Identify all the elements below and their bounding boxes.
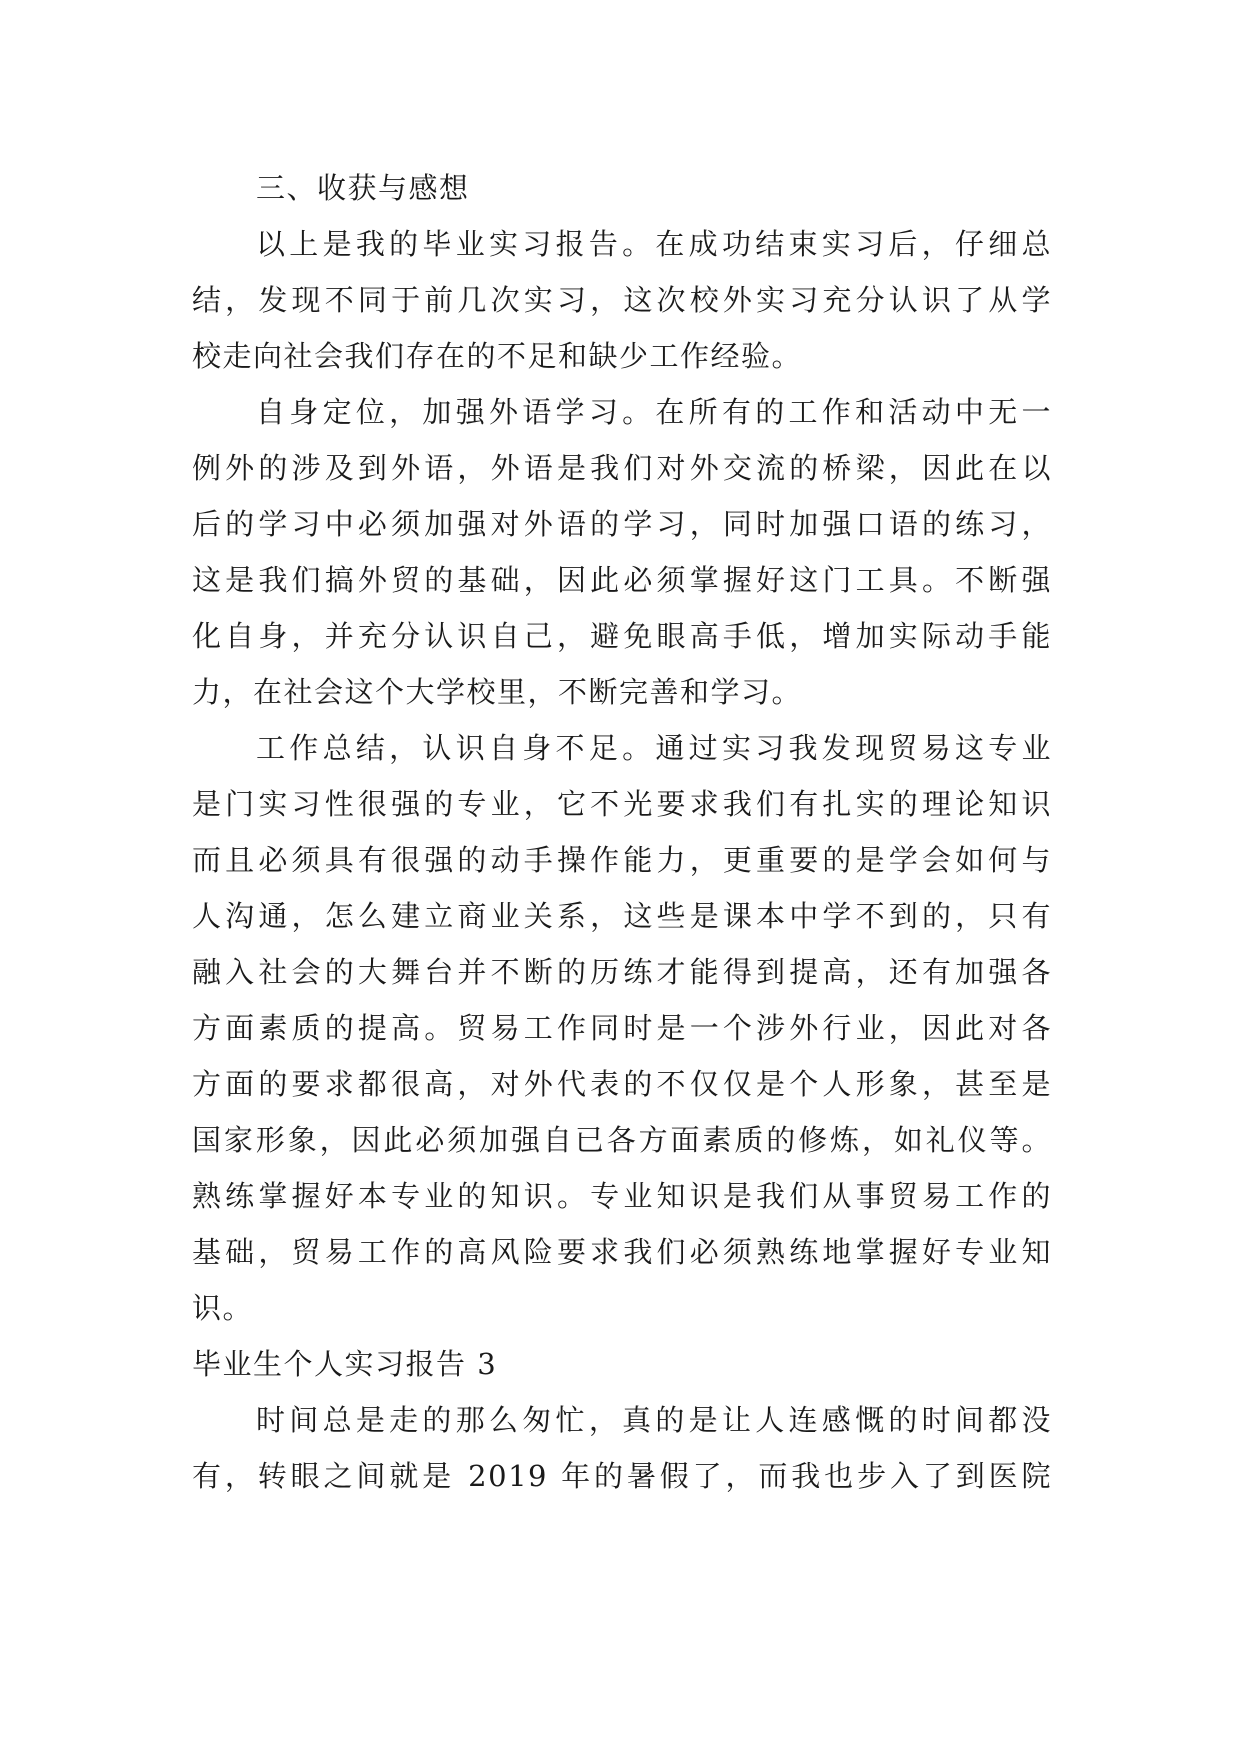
paragraph-line: 后的学习中必须加强对外语的学习，同时加强口语的练习， [192,507,1052,541]
paragraph-3 [192,720,1052,1336]
paragraph-line: 以上是我的毕业实习报告。在成功结束实习后，仔细总 [256,227,1052,261]
paragraph-line: 而且必须具有很强的动手操作能力，更重要的是学会如何与 [192,843,1052,877]
report-title: 毕业生个人实习报告 3 [192,1347,498,1381]
paragraph-line: 结，发现不同于前几次实习，这次校外实习充分认识了从学 [192,283,1052,317]
paragraph-line: 化自身，并充分认识自己，避免眼高手低，增加实际动手能 [192,619,1052,653]
paragraph-line: 力，在社会这个大学校里，不断完善和学习。 [192,675,803,709]
paragraph-line: 国家形象，因此必须加强自已各方面素质的修炼，如礼仪等。 [192,1123,1052,1157]
paragraph-line: 有，转眼之间就是 2019 年的暑假了，而我也步入了到医院 [192,1459,1052,1493]
section-heading: 三、收获与感想 [256,171,470,205]
paragraph-line: 时间总是走的那么匆忙，真的是让人连感慨的时间都没 [256,1403,1052,1437]
paragraph-line: 校走向社会我们存在的不足和缺少工作经验。 [192,339,803,373]
paragraph-line: 人沟通，怎么建立商业关系，这些是课本中学不到的，只有 [192,899,1052,933]
paragraph-1 [192,216,1052,384]
paragraph-line: 工作总结，认识自身不足。通过实习我发现贸易这专业 [256,731,1052,765]
paragraph-2 [192,384,1052,720]
paragraph-line: 基础，贸易工作的高风险要求我们必须熟练地掌握好专业知 [192,1235,1052,1269]
paragraph-line: 融入社会的大舞台并不断的历练才能得到提高，还有加强各 [192,955,1052,989]
paragraph-line: 这是我们搞外贸的基础，因此必须掌握好这门工具。不断强 [192,563,1052,597]
paragraph-line: 自身定位，加强外语学习。在所有的工作和活动中无一 [256,395,1052,429]
paragraph-line: 熟练掌握好本专业的知识。专业知识是我们从事贸易工作的 [192,1179,1052,1213]
paragraph-line: 例外的涉及到外语，外语是我们对外交流的桥梁，因此在以 [192,451,1052,485]
paragraph-line: 方面的要求都很高，对外代表的不仅仅是个人形象，甚至是 [192,1067,1052,1101]
paragraph-line: 方面素质的提高。贸易工作同时是一个涉外行业，因此对各 [192,1011,1052,1045]
document-body [192,160,1052,1504]
paragraph-4 [192,1392,1052,1504]
paragraph-line: 是门实习性很强的专业，它不光要求我们有扎实的理论知识 [192,787,1052,821]
paragraph-line: 识。 [192,1291,254,1325]
